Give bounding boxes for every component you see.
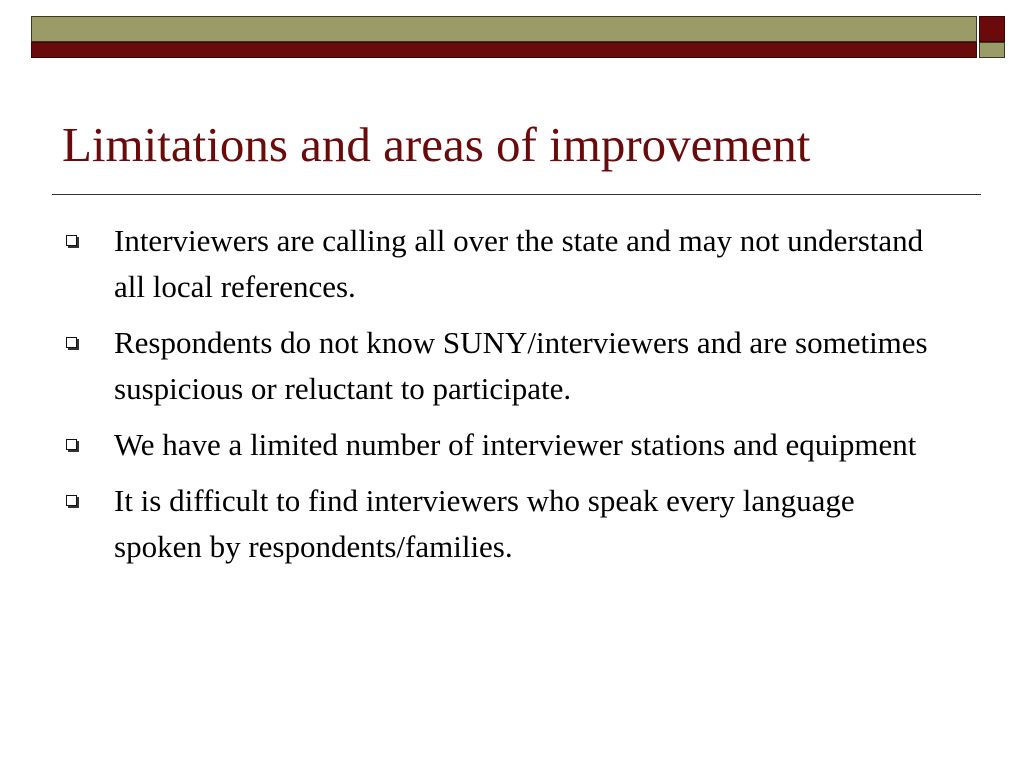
header-olive-band (31, 16, 977, 42)
bullet-text: It is difficult to find interviewers who speak every language spoken by respondents/families. (114, 483, 855, 564)
bullet-item (62, 422, 942, 468)
hollow-square-bullet-icon (66, 439, 77, 450)
header-olive-square (979, 42, 1005, 58)
bullet-text: Respondents do not know SUNY/interviewers and are sometimes suspicious or reluctant to participate. (114, 325, 928, 406)
hollow-square-bullet-icon (66, 495, 77, 506)
bullet-item (62, 320, 942, 412)
hollow-square-bullet-icon (66, 337, 77, 348)
bullet-list (62, 218, 942, 580)
bullet-text: We have a limited number of interviewer stations and equipment (114, 427, 917, 462)
header-maroon-square (979, 16, 1005, 42)
bullet-text: Interviewers are calling all over the state and may not understand all local references. (114, 223, 924, 304)
bullet-item (62, 478, 942, 570)
hollow-square-bullet-icon (66, 235, 77, 246)
title-divider (52, 194, 981, 195)
bullet-item (62, 218, 942, 310)
slide-title: Limitations and areas of improvement (62, 117, 811, 172)
header-maroon-band (31, 42, 977, 58)
